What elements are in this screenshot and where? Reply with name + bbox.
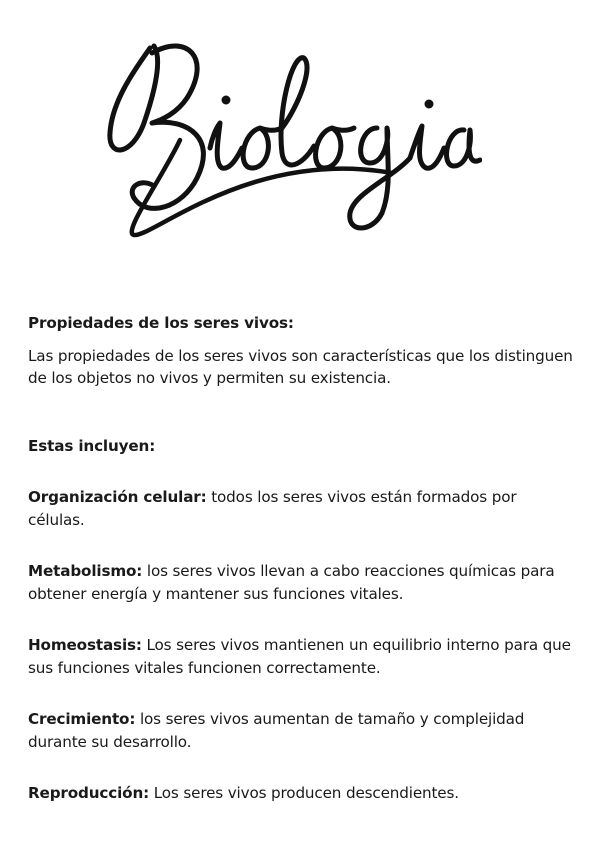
property-item-organizacion bbox=[28, 486, 573, 531]
property-term: Metabolismo: bbox=[28, 562, 143, 580]
property-term: Reproducción: bbox=[28, 784, 150, 802]
page-title bbox=[92, 28, 482, 243]
property-item-crecimiento bbox=[28, 708, 573, 753]
property-text: Los seres vivos mantienen un equilibrio interno para que sus funciones vitales funcionen correctamente. bbox=[28, 636, 571, 677]
property-term: Homeostasis: bbox=[28, 636, 142, 654]
title-script-lettering bbox=[92, 28, 482, 243]
property-term: Crecimiento: bbox=[28, 710, 136, 728]
document-body bbox=[28, 312, 573, 834]
property-text: los seres vivos aumentan de tamaño y complejidad durante su desarrollo. bbox=[28, 710, 525, 751]
property-item-reproduccion bbox=[28, 782, 573, 805]
section-heading: Propiedades de los seres vivos: bbox=[28, 314, 294, 332]
list-heading: Estas incluyen: bbox=[28, 436, 156, 455]
property-item-homeostasis bbox=[28, 634, 573, 679]
property-item-metabolismo bbox=[28, 560, 573, 605]
intro-paragraph: Las propiedades de los seres vivos son características que los distinguen de los objetos no vivos y permiten su existencia. bbox=[28, 346, 573, 387]
property-text: todos los seres vivos están formados por células. bbox=[28, 488, 517, 529]
property-term: Organización celular: bbox=[28, 488, 207, 506]
property-text: Los seres vivos producen descendientes. bbox=[149, 784, 459, 802]
property-text: los seres vivos llevan a cabo reacciones químicas para obtener energía y mantener sus funciones vitales. bbox=[28, 562, 555, 603]
